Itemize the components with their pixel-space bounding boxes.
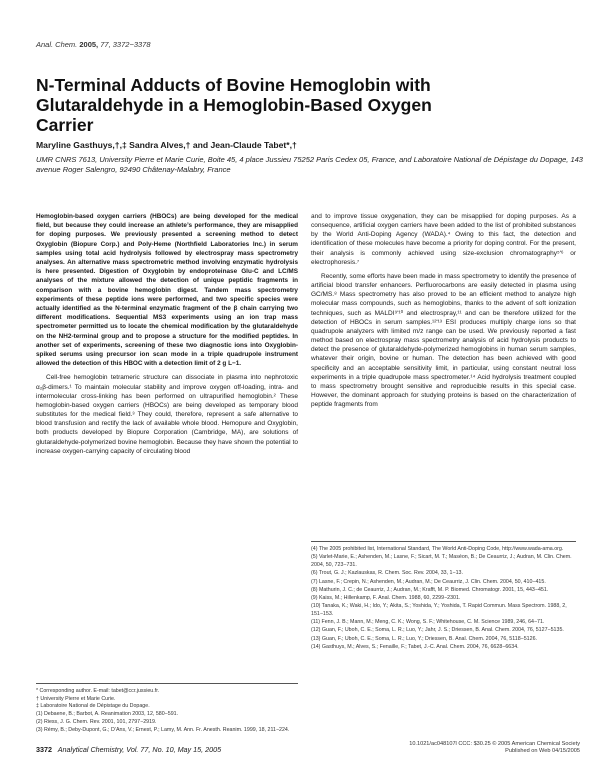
reference: (5) Varlet-Marie, E.; Ashenden, M.; Lasne, F.; Sicart, M. T.; Maséon, B.; De Ceaurriz, J.; Audran, M. Clin. Chem. 2004, 50, 723−731. — [311, 554, 572, 569]
reference: (12) Guan, F.; Uboh, C. E.; Soma, L. R.; Luo, Y.; Jahr, J. S.; Driessen, B. Anal. Chem. 2004, 76, 5127−5135. — [311, 627, 564, 634]
reference: (7) Lasne, F.; Crepin, N.; Ashenden, M.; Audran, M.; De Ceaurriz, J. Clin. Chem. 2004, 50, 410−415. — [311, 578, 546, 585]
body-paragraph: Cell-free hemoglobin tetrameric structure can dissociate in plasma into nephrotoxic α₂β-dimers.¹ To maintain molecular stability and improve oxygen off-loading, intra- and intermolecular cross-linking has been performed on ultrapurified hemoglobin.² These hemoglobin-based oxygen carriers (HBOCs) are being developed as temporary blood substitutes for the medical field.³ They could, therefore, represent a safe alternative to blood transfusion and rectify the lack of available whole blood. Hemopure and Oxyglobin, both products developed by Biopure Corporation (Cambridge, MA), are solutions of glutaraldehyde-polymerized bovine hemoglobin. Because they have shown the potential to increase oxygen-carrying capacity of circulating blood — [36, 374, 298, 455]
abstract: Hemoglobin-based oxygen carriers (HBOCs) are being developed for the medical field, but because they could increase an athlete’s performance, they are misapplied for doping purposes. We previously presented a screening method to detect Oxyglobin (Biopure Corp.) and Poly-Heme (Northfield Laboratories Inc.) in serum samples using total acid hydrolysis followed by electrospray mass spectrometry analyses. An alternative mass spectrometric method involving enzymatic hydrolysis is here presented. Digestion of Oxyglobin by endoproteinase Glu-C and LC/MS analyses of the mixture allowed the detection of unique peptidic fragments in comparison with a bovine hemoglobin digest. Tandem mass spectrometry experiments of these peptide ions were performed, and two specific species were actually identified as the N-terminal enzymatic fragment of the β chain carrying two different modifications. Sequential MS3 experiments using an ion trap mass spectrometer permitted us to locate the chemical modification by the glutaraldehyde on the NH2-terminal group and to propose a structure for the modified peptides. In another set of experiments, screening of these two diagnostic ions into Oxyglobin-spiked serums using precursor ion scan mode in a triple quadrupole instrument allowed the detection of this HBOC with a detection limit of 2 g L−1. — [36, 213, 298, 368]
page-footer — [36, 745, 221, 754]
reference: (1) Debaene, B.; Barbot, A. Reanimation 2003, 12, 580−591. — [36, 711, 179, 718]
journal-issue: Analytical Chemistry, Vol. 77, No. 10, May 15, 2005 — [57, 745, 222, 754]
page-number: 3372 — [36, 745, 52, 754]
reference: (3) Rémy, B.; Deby-Dupont, G.; D’Ans, V.; Ernest, P.; Lamy, M. Ann. Fr. Anesth. Reanim. 1999, 18, 211−224. — [36, 726, 290, 733]
footnote: * Corresponding author. E-mail: tabet@ccr.jussieu.fr. — [36, 688, 160, 694]
reference: (11) Fenn, J. B.; Mann, M.; Meng, C. K.; Wong, S. F.; Whitehouse, C. M. Science 1989, 246, 64−71. — [311, 619, 545, 626]
journal-reference — [36, 40, 151, 49]
footnotes-left — [36, 683, 298, 734]
affiliation: UMR CNRS 7613, University Pierre et Marie Curie, Boite 45, 4 place Jussieu 75252 Paris Cedex 05, France, and Laboratoire National de Dépistage du Dopage, 143 avenue Roger Salengro, 92490 Châtenay-Malabry, France — [36, 155, 583, 174]
published-date: Published on Web 04/15/2005 — [505, 748, 580, 755]
left-column — [36, 212, 298, 456]
journal-abbrev: Anal. Chem. — [36, 40, 78, 49]
reference: (8) Mathurin, J. C.; de Ceaurriz, J.; Audran, M.; Krafft, M. P. Biomed. Chromatogr. 2001, 15, 443−451. — [311, 586, 549, 593]
reference: (4) The 2005 prohibited list, International Standard, The World Anti-Doping Code, http://www.wada-ama.org. — [311, 546, 564, 552]
body-paragraph: and to improve tissue oxygenation, they can be misapplied for doping purposes. As a consequence, artificial oxygen carriers have been added to the list of prohibited substances by the World Anti-Doping Agency (WADA).⁴ Owing to this fact, the detection and identification of these molecules have become a priority for doping control. For the present, their analysis is commonly achieved using size-exclusion chromatography⁵ʹ⁶ or electrophoresis.⁷ — [311, 213, 576, 266]
body-paragraph: Recently, some efforts have been made in mass spectrometry to identify the presence of artificial blood transfer enhancers. Perfluorocarbons are easily detected in plasma using GC/MS.⁸ Mass spectrometry has also proved to be an efficient method to analyze high molecular mass compounds, such as hemoglobins, thanks to the advent of soft ionization techniques, such as MALDI⁹ʹ¹⁰ and electrospray,¹¹ and can be therefore utilized for the detection of HBOCs in serum samples.¹²ʹ¹³ ESI produces multiply charge ions so that quadrupole analyzers with limited m/z range can be used. We previously reported a fast method based on electrospray mass spectrometry analysis of acid hydrolysis products to detect the presence of glutaraldehyde-polymerized hemoglobins in human serum samples, whatever their origin, bovine or human. The detection has been achieved with good specificity and an acceptable sensitivity limit, in particular, using constant neutral loss experiments in a triple quadrupole mass spectrometer.¹⁴ Acid hydrolysis treatment coupled to mass spectrometry brought sensitive and reproducible results in this special case. However, the dominant approach for studying proteins is based on the characterization of peptide fragments from — [311, 272, 576, 409]
footnote: † University Pierre et Marie Curie. — [36, 695, 116, 702]
reference: (6) Trout, G. J.; Kazlauskas, R. Chem. Soc. Rev. 2004, 33, 1−13. — [311, 570, 463, 577]
reference: (9) Kaiss, M.; Hillenkamp, F. Anal. Chem. 1988, 60, 2299−2301. — [311, 594, 461, 601]
doi-line: 10.1021/ac048107l CCC: $30.25 © 2005 American Chemical Society — [409, 741, 580, 747]
reference: (14) Gasthuys, M.; Alves, S.; Fenaille, F.; Tabet, J.-C. Anal. Chem. 2004, 76, 6628−6634. — [311, 643, 519, 650]
reference: (2) Riess, J. G. Chem. Rev. 2001, 101, 2797−2919. — [36, 718, 157, 725]
article-title: N-Terminal Adducts of Bovine Hemoglobin with Glutaraldehyde in a Hemoglobin-Based Oxygen Carrier — [36, 75, 432, 135]
reference: (13) Guan, F.; Uboh, C. E.; Soma, L. R.; Luo, Y.; Driessen, B. Anal. Chem. 2004, 76, 5118−5126. — [311, 635, 537, 642]
journal-pages: 77, 3372−3378 — [100, 40, 151, 49]
right-column — [311, 212, 576, 409]
author-list: Maryline Gasthuys,†,‡ Sandra Alves,† and Jean-Claude Tabet*,† — [36, 140, 297, 150]
journal-year: 2005, — [79, 40, 99, 49]
publication-info — [380, 741, 580, 756]
footnote: ‡ Laboratoire National de Dépistage du Dopage. — [36, 703, 150, 710]
reference: (10) Tanaka, K.; Waki, H.; Ido, Y.; Akita, S.; Yoshida, Y.; Yoshida, T. Rapid Commun. Mass Spectrom. 1988, 2, 151−153. — [311, 603, 567, 618]
references-right — [311, 541, 576, 652]
